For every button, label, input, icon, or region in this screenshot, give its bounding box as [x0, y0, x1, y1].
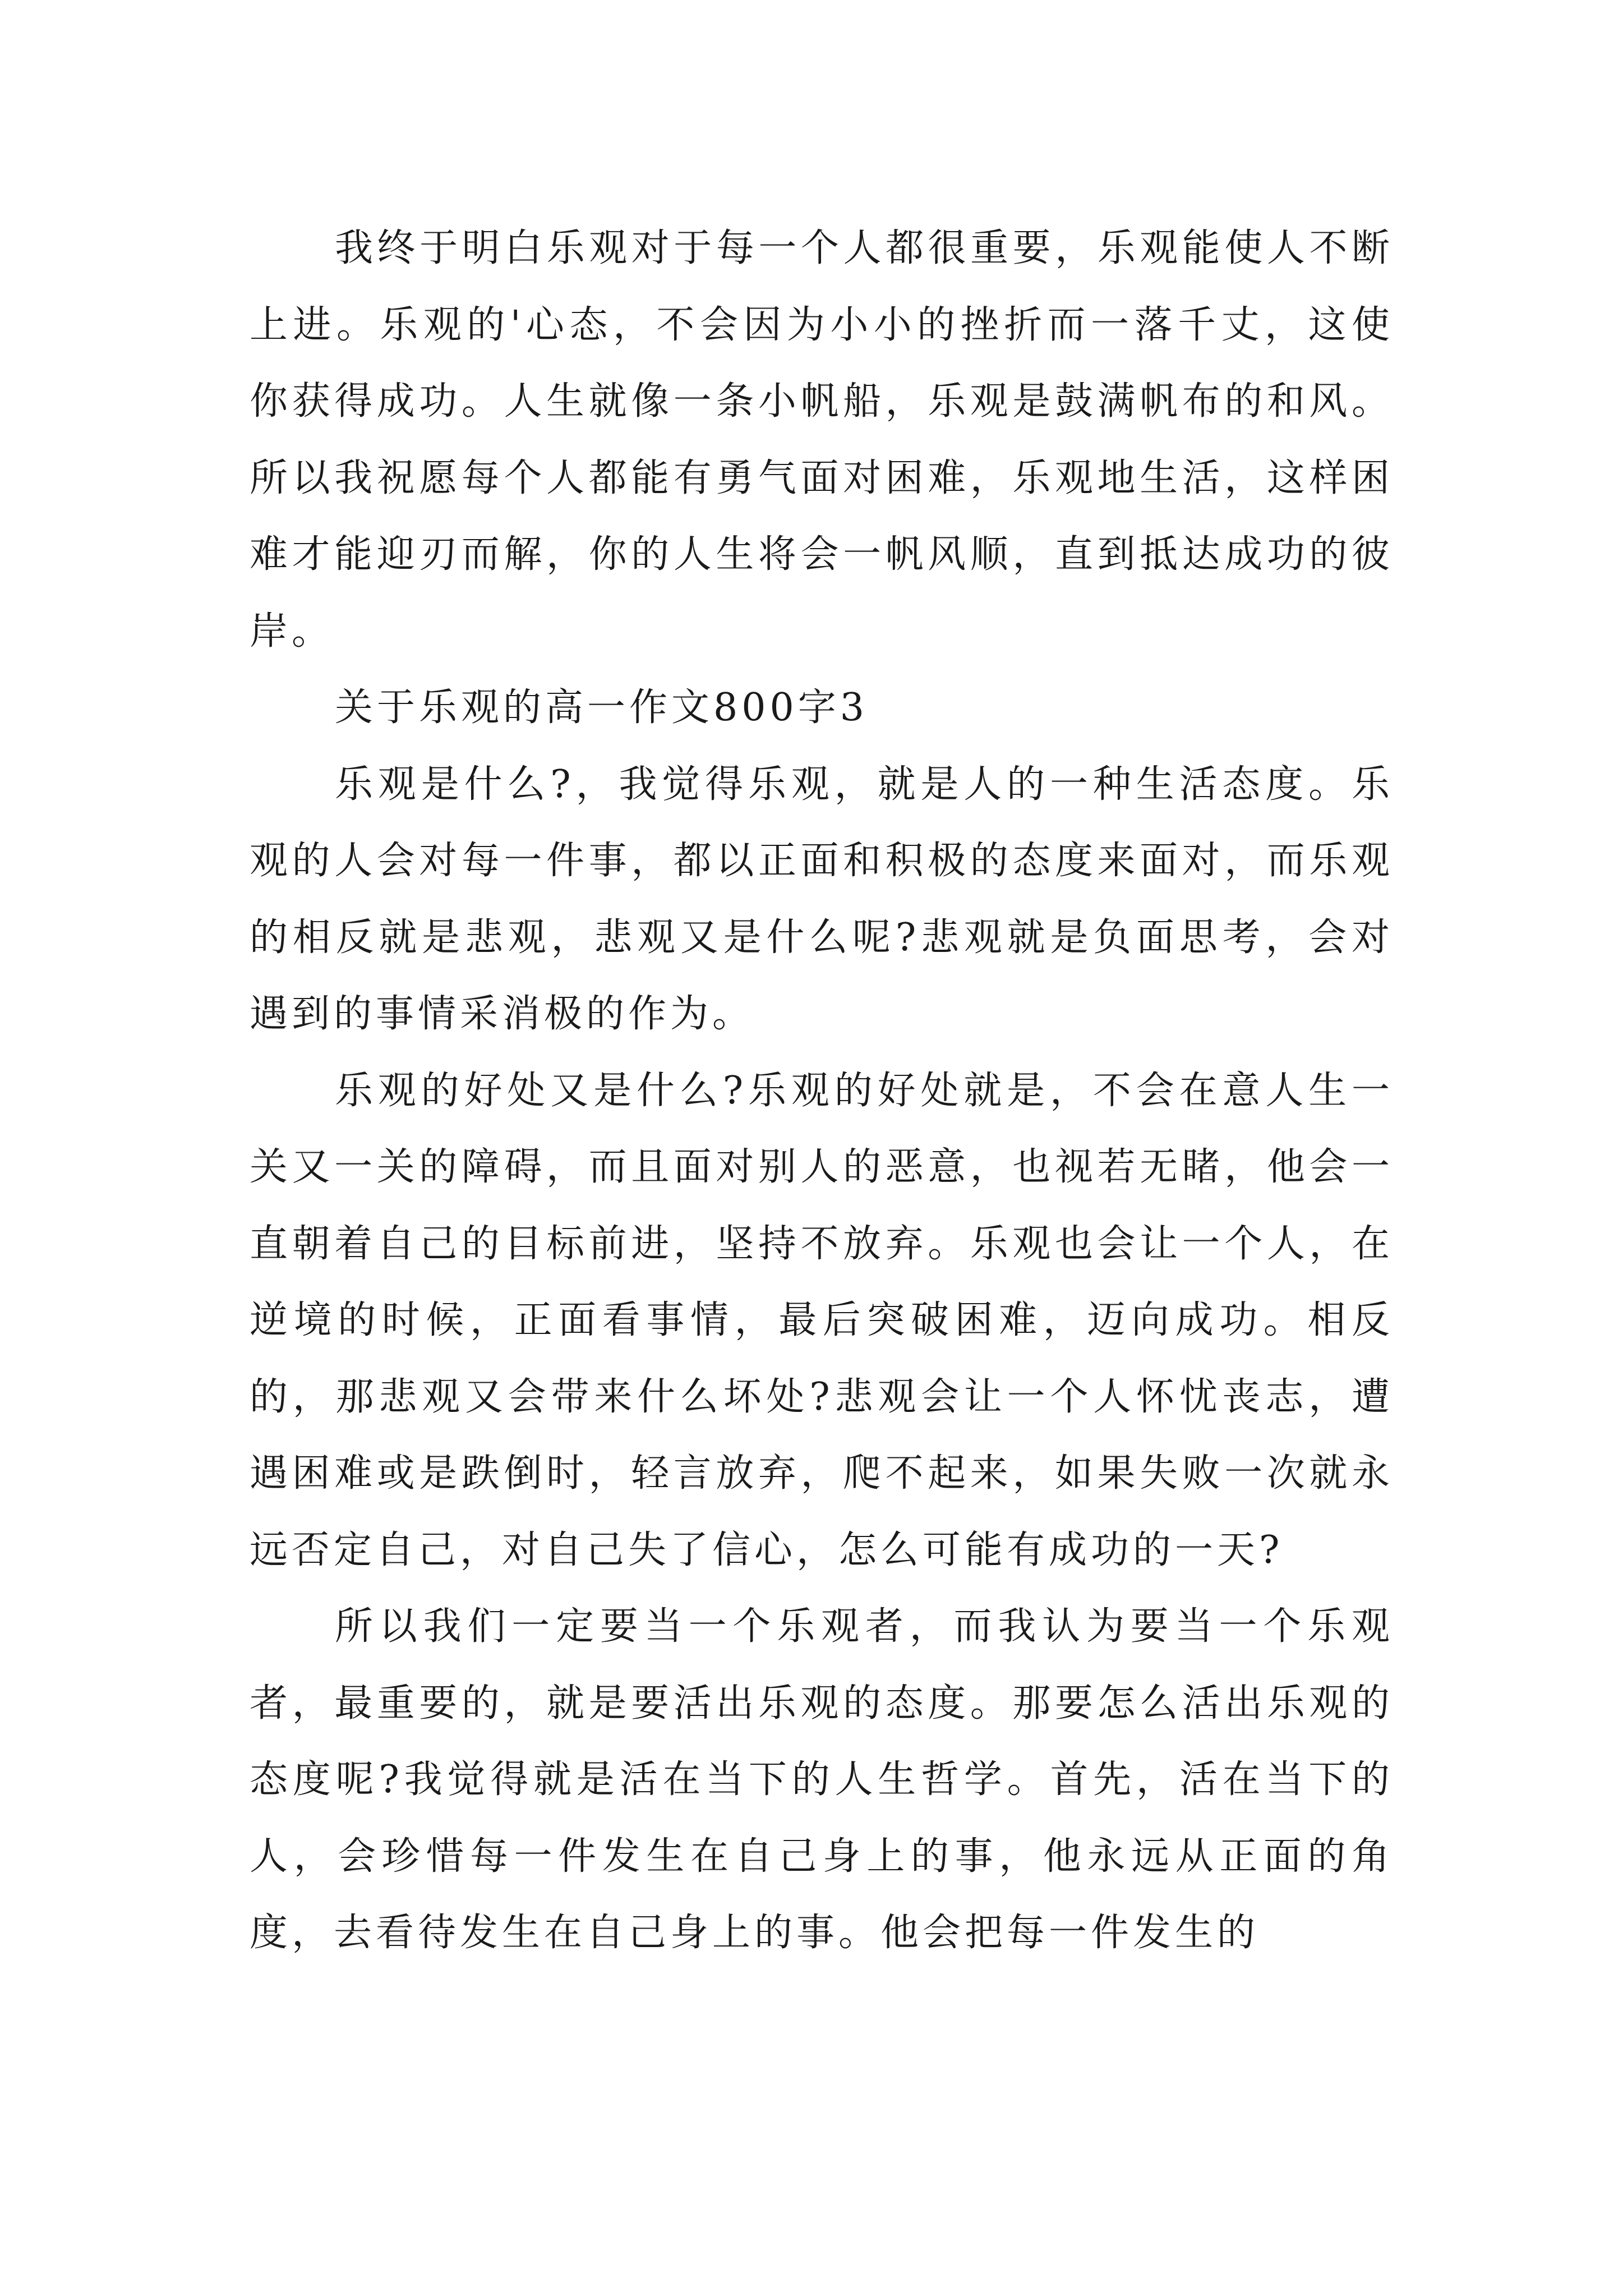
section-heading: 关于乐观的高一作文800字3 [335, 685, 869, 730]
paragraph-benefits-of-optimism: 乐观的好处又是什么?乐观的好处就是，不会在意人生一关又一关的障碍，而且面对别人的恶意，也视若无睹，他会一直朝着自己的目标前进，坚持不放弃。乐观也会让一个人，在逆境的时候，正面看事情，最后突破困难，迈向成功。相反的，那悲观又会带来什么坏处?悲观会让一个人怀忧丧志，遭遇困难或是跌倒时，轻言放弃，爬不起来，如果失败一次就永远否定自己，对自己失了信心，怎么可能有成功的一天? [250, 1068, 1394, 1572]
paragraph-what-is-optimism: 乐观是什么?，我觉得乐观，就是人的一种生活态度。乐观的人会对每一件事，都以正面和积极的态度来面对，而乐观的相反就是悲观，悲观又是什么呢?悲观就是负面思考，会对遇到的事情采消极的作为。 [250, 762, 1394, 1036]
document-body [250, 210, 1394, 1972]
paragraph-intro-conclusion: 我终于明白乐观对于每一个人都很重要，乐观能使人不断上进。乐观的'心态，不会因为小小的挫折而一落千丈，这使你获得成功。人生就像一条小帆船，乐观是鼓满帆布的和风。所以我祝愿每个人都能有勇气面对困难，乐观地生活，这样困难才能迎刃而解，你的人生将会一帆风顺，直到抵达成功的彼岸。 [250, 226, 1394, 654]
paragraph-how-to-be-optimistic: 所以我们一定要当一个乐观者，而我认为要当一个乐观者，最重要的，就是要活出乐观的态度。那要怎么活出乐观的态度呢?我觉得就是活在当下的人生哲学。首先，活在当下的人，会珍惜每一件发生在自己身上的事，他永远从正面的角度，去看待发生在自己身上的事。他会把每一件发生的 [250, 1604, 1394, 1955]
